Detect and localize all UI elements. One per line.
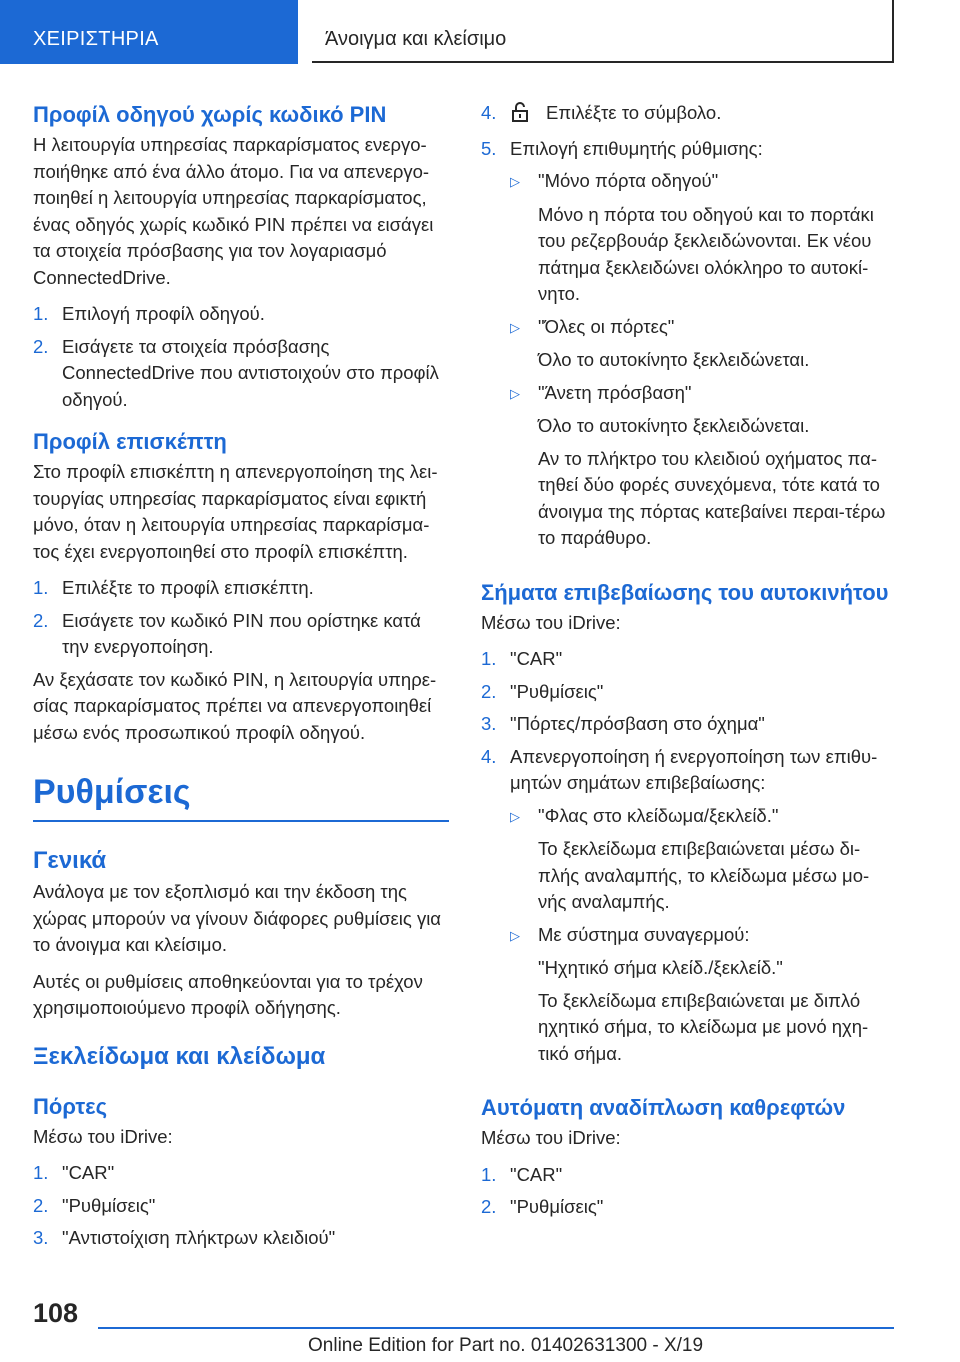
footer-edition: Online Edition for Part no. 01402631300 - X/19 [308, 1335, 704, 1356]
header-section-tab [0, 0, 298, 64]
heading-guest-profile: Προφίλ επισκέπτη [33, 429, 227, 454]
list-text: "Ρυθμίσεις" [62, 1194, 156, 1216]
list-text: Εισάγετε τον κωδικό PIN που ορίστηκε κατά την ενεργοποίηση. [62, 609, 421, 657]
list-number: 4. [481, 745, 497, 767]
paragraph-general-2: Αυτές οι ρυθμίσεις αποθηκεύονται για το τρέχον χρησιμοποιούμενο προφίλ οδήγησης. [33, 970, 423, 1018]
list-number: 1. [33, 303, 49, 324]
option-description: Το ξεκλείδωμα επιβεβαιώνεται μέσω δι‐πλής αναλαμπής, το κλείδωμα μέσω μο‐νής αναλαμπής. [538, 838, 870, 912]
paragraph-doors: Μέσω του iDrive: [33, 1125, 173, 1147]
unlock-symbol-icon [510, 102, 546, 130]
header-chapter-label: Άνοιγμα και κλείσιμο [325, 28, 507, 50]
list-text: Επιλέξτε το προφίλ επισκέπτη. [62, 577, 314, 598]
list-number: 2. [33, 609, 49, 631]
steps-mirrors [481, 1162, 897, 1221]
list-text: "Ρυθμίσεις" [510, 1196, 604, 1217]
option-description: Όλο το αυτοκίνητο ξεκλειδώνεται. [538, 415, 810, 436]
list-item [33, 1193, 449, 1220]
list-text: "CAR" [510, 648, 563, 669]
page-number: 108 [33, 1298, 79, 1328]
steps-guest [33, 575, 449, 661]
right-column [481, 100, 897, 1227]
option-description: Το ξεκλείδωμα επιβεβαιώνεται με διπλό ηχητικό σήμα, το κλείδωμα με μονό ηχη‐τικό σήμα. [538, 989, 869, 1064]
list-item [33, 608, 449, 661]
list-number: 2. [33, 1194, 49, 1216]
list-text: Επιλέξτε το σύμβολο. [546, 102, 722, 123]
list-number: 1. [33, 577, 49, 598]
option-item [510, 168, 897, 196]
list-number: 4. [481, 102, 497, 123]
heading-mirror-folding: Αυτόματη αναδίπλωση καθρεφτών [481, 1095, 846, 1120]
option-item [510, 314, 897, 342]
paragraph-signals: Μέσω του iDrive: [481, 611, 621, 633]
list-item [33, 1225, 449, 1252]
list-text: "CAR" [510, 1163, 563, 1185]
list-number: 1. [481, 648, 497, 669]
list-text-wrap [510, 100, 721, 130]
triangle-bullet-icon: ▷ [510, 385, 520, 401]
paragraph-mirrors: Μέσω του iDrive: [481, 1127, 621, 1148]
triangle-bullet-icon: ▷ [510, 319, 520, 335]
list-text: Επιλογή προφίλ οδηγού. [62, 303, 265, 324]
list-text: "Πόρτες/πρόσβαση στο όχημα" [510, 713, 765, 734]
list-number: 2. [481, 1196, 497, 1217]
option-item [510, 803, 897, 831]
steps-no-pin [33, 301, 449, 413]
list-number: 2. [33, 335, 49, 357]
option-label: "Μόνο πόρτα οδηγού" [538, 170, 719, 191]
option-description: Αν το πλήκτρο του κλειδιού οχήματος πα‐τηθεί δύο φορές συνεχόμενα, τότε κατά το άνοιγμα της πόρτας κατεβαίνει περαι‐τέρω το παράθυρο. [538, 447, 886, 548]
list-number: 1. [481, 1163, 497, 1185]
header-section-label: ΧΕΙΡΙΣΤΗΡΙΑ [33, 28, 159, 50]
paragraph-no-pin: Η λειτουργία υπηρεσίας παρκαρίσματος ενεργο‐ποιήθηκε από ένα άλλο άτομο. Για να απενεργο‐ποιηθεί η λειτουργία υπηρεσίας παρκαρίσματος, ένας οδηγός χωρίς κωδικό PIN πρέπει να εισάγει τα στοιχεία πρόσβασης για τον λογαριασμό ConnectedDrive. [33, 134, 434, 288]
list-item [33, 575, 449, 602]
list-item [33, 334, 449, 414]
step-5-choose-setting [481, 136, 897, 163]
list-item [481, 1162, 897, 1189]
footer-divider [98, 1327, 894, 1329]
list-text: Απενεργοποίηση ή ενεργοποίηση των επιθυ‐μητών σημάτων επιβεβαίωσης: [510, 745, 878, 793]
steps-doors [33, 1160, 449, 1252]
setting-options [481, 168, 897, 552]
list-number: 3. [33, 1227, 49, 1248]
list-number: 5. [481, 137, 497, 159]
triangle-bullet-icon: ▷ [510, 927, 520, 943]
list-item [33, 1160, 449, 1187]
list-item [481, 1194, 897, 1221]
list-item [481, 744, 897, 797]
step-4-select-symbol [481, 100, 897, 130]
option-label: Με σύστημα συναγερμού: [538, 923, 750, 945]
paragraph-forgot-pin: Αν ξεχάσατε τον κωδικό PIN, η λειτουργία υπηρε‐σίας παρκαρίσματος πρέπει να απενεργοποιηθεί μέσω ενός προσωπικού προφίλ οδηγού. [33, 668, 437, 743]
triangle-bullet-icon: ▷ [510, 808, 520, 824]
heading-confirmation-signals: Σήματα επιβεβαίωσης του αυτοκινήτου [481, 579, 889, 605]
list-item [33, 301, 449, 328]
steps-signals [481, 646, 897, 797]
list-number: 3. [481, 713, 497, 734]
option-description: "Ηχητικό σήμα κλείδ./ξεκλείδ." [538, 957, 783, 978]
list-text: Εισάγετε τα στοιχεία πρόσβασης ConnectedDrive που αντιστοιχούν στο προφίλ οδηγού. [62, 335, 439, 410]
heading-profile-no-pin: Προφίλ οδηγού χωρίς κωδικό PIN [33, 102, 387, 127]
list-number: 1. [33, 1162, 49, 1183]
option-label: "Άνετη πρόσβαση" [538, 381, 692, 403]
paragraph-guest: Στο προφίλ επισκέπτη η απενεργοποίηση της λει‐τουργίας υπηρεσίας παρκαρίσματος είναι εφικτή μόνο, όταν η λειτουργία υπηρεσίας παρκαρίσμα‐τος έχει ενεργοποιηθεί στο προφίλ επισκέπτη. [33, 461, 438, 562]
signal-options [481, 803, 897, 1068]
list-number: 2. [481, 680, 497, 702]
left-column [33, 100, 449, 1258]
list-item [481, 679, 897, 706]
paragraph-general-1: Ανάλογα με τον εξοπλισμό και την έκδοση της χώρας μπορούν να γίνουν διάφορες ρυθμίσεις για το άνοιγμα και κλείσιμο. [33, 881, 441, 955]
heading-general: Γενικά [33, 847, 107, 874]
list-item [481, 711, 897, 738]
list-text: "CAR" [62, 1162, 115, 1183]
list-item [481, 646, 897, 673]
option-item [510, 380, 897, 408]
triangle-bullet-icon: ▷ [510, 174, 520, 189]
list-text: Επιλογή επιθυμητής ρύθμισης: [510, 137, 763, 159]
option-label: "Φλας στο κλείδωμα/ξεκλείδ." [538, 804, 779, 826]
heading-unlock-lock: Ξεκλείδωμα και κλείδωμα [33, 1042, 326, 1070]
option-label: "Όλες οι πόρτες" [538, 315, 675, 337]
heading-doors: Πόρτες [33, 1093, 108, 1119]
option-description: Μόνο η πόρτα του οδηγού και το πορτάκι του ρεζερβουάρ ξεκλειδώνονται. Εκ νέου πάτημα ξεκλειδώνει ολόκληρο το αυτοκί‐νητο. [538, 203, 874, 304]
list-text: "Αντιστοίχιση πλήκτρων κλειδιού" [62, 1227, 336, 1248]
option-description: Όλο το αυτοκίνητο ξεκλειδώνεται. [538, 349, 810, 370]
header-chapter-box [312, 0, 894, 63]
list-text: "Ρυθμίσεις" [510, 680, 604, 702]
heading-settings: Ρυθμίσεις [33, 772, 449, 822]
option-item [510, 922, 897, 950]
